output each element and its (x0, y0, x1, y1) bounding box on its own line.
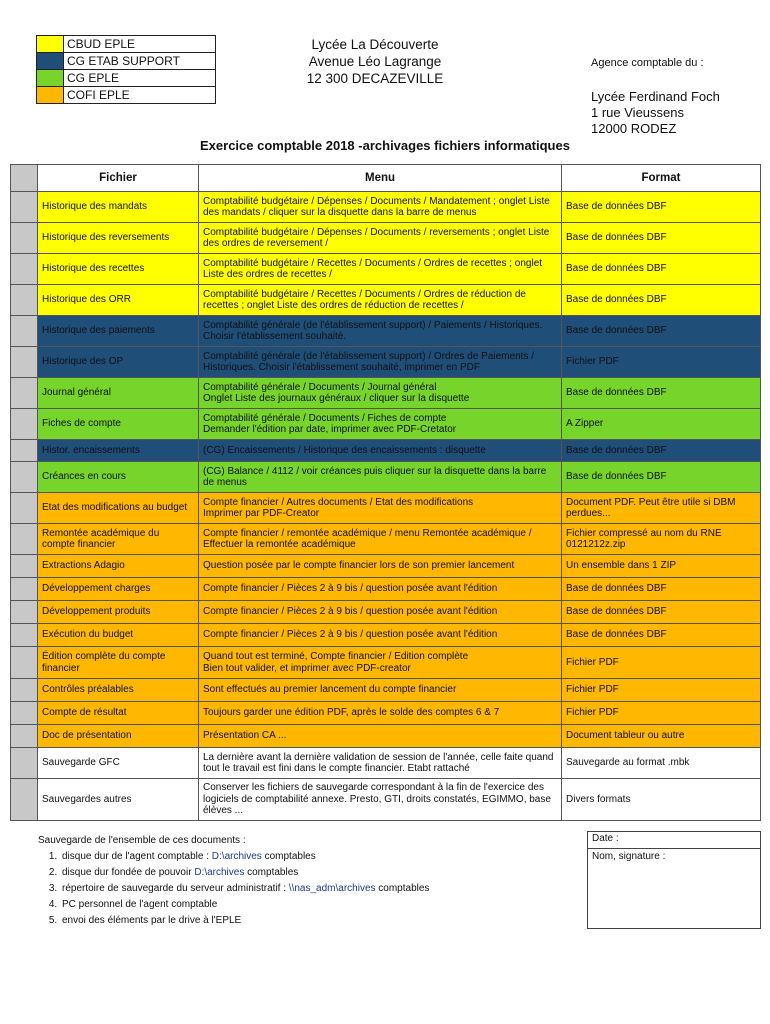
row-marker (11, 702, 38, 725)
table-row (11, 578, 761, 601)
cell-format: Fichier PDF (562, 347, 761, 378)
cell-fichier: Contrôles préalables (38, 679, 199, 702)
cell-menu: Compte financier / Autres documents / Etat des modifications Imprimer par PDF-Creator (199, 493, 562, 524)
cell-format: Document tableur ou autre (562, 725, 761, 748)
sauvegarde-item (60, 913, 429, 929)
cell-fichier: Histor. encaissements (38, 440, 199, 462)
cell-fichier: Compte de résultat (38, 702, 199, 725)
sauvegarde-text-after: comptables (244, 867, 299, 878)
cell-fichier: Etat des modifications au budget (38, 493, 199, 524)
table-row (11, 378, 761, 409)
cell-format: Base de données DBF (562, 316, 761, 347)
row-marker (11, 555, 38, 578)
table-row (11, 555, 761, 578)
lycee-name: Lycée La Découverte (311, 37, 439, 52)
cell-format: Fichier PDF (562, 679, 761, 702)
cell-format: Base de données DBF (562, 601, 761, 624)
sauvegarde-item (60, 865, 429, 881)
header-menu: Menu (199, 165, 562, 192)
sauvegarde-intro: Sauvegarde de l'ensemble de ces documents : (38, 835, 246, 846)
sauvegarde-section (38, 833, 429, 929)
cell-menu: Compte financier / Pièces 2 à 9 bis / question posée avant l'édition (199, 578, 562, 601)
legend-swatch (37, 70, 64, 87)
cell-menu: Toujours garder une édition PDF, après le solde des comptes 6 & 7 (199, 702, 562, 725)
cell-fichier: Journal général (38, 378, 199, 409)
cell-format: Base de données DBF (562, 254, 761, 285)
row-marker (11, 748, 38, 779)
date-field: Date : (588, 832, 760, 849)
cell-fichier: Extractions Adagio (38, 555, 199, 578)
table-row (11, 624, 761, 647)
row-marker (11, 725, 38, 748)
table-row (11, 647, 761, 679)
row-marker (11, 779, 38, 821)
cell-fichier: Historique des mandats (38, 192, 199, 223)
cell-format: Base de données DBF (562, 223, 761, 254)
signature-box (587, 831, 761, 929)
cell-menu: Comptabilité budgétaire / Dépenses / Documents / Mandatement ; onglet Liste des mandats / cliquer sur la disquette dans la barre de menus (199, 192, 562, 223)
sauvegarde-path: D:\archives (211, 851, 262, 862)
legend-label: CG ETAB SUPPORT (64, 53, 216, 70)
table-row (11, 192, 761, 223)
row-marker (11, 493, 38, 524)
cell-fichier: Fiches de compte (38, 409, 199, 440)
archive-table (10, 164, 761, 821)
sauvegarde-text: disque dur de l'agent comptable : (62, 851, 212, 862)
cell-format: Fichier PDF (562, 702, 761, 725)
agence-city: 12000 RODEZ (591, 121, 677, 136)
document-title: Exercice comptable 2018 -archivages fichiers informatiques (200, 138, 570, 153)
agence-name: Lycée Ferdinand Foch (591, 89, 720, 104)
cell-menu: Comptabilité générale (de l'établissement support) / Ordres de Paiements / Historiques. Choisir l'établissement souhaité, imprimer en PDF (199, 347, 562, 378)
sauvegarde-text: répertoire de sauvegarde du serveur administratif : (62, 883, 289, 894)
cell-menu: Comptabilité générale (de l'établissement support) / Paiements / Historiques. Choisir l'établissement souhaité. (199, 316, 562, 347)
legend-swatch (37, 53, 64, 70)
row-marker (11, 316, 38, 347)
table-row (11, 409, 761, 440)
cell-format: Fichier PDF (562, 647, 761, 679)
table-row (11, 316, 761, 347)
row-marker (11, 578, 38, 601)
table-row (11, 779, 761, 821)
table-row (11, 493, 761, 524)
sauvegarde-text-after: comptables (261, 851, 316, 862)
row-marker (11, 254, 38, 285)
sauvegarde-text-after: comptables (375, 883, 430, 894)
legend-label: CG EPLE (64, 70, 216, 87)
row-marker (11, 624, 38, 647)
row-marker (11, 378, 38, 409)
cell-format: Base de données DBF (562, 378, 761, 409)
row-marker (11, 647, 38, 679)
cell-menu: Compte financier / Pièces 2 à 9 bis / question posée avant l'édition (199, 601, 562, 624)
legend-row (37, 53, 216, 70)
sauvegarde-item (60, 897, 429, 913)
cell-menu: Quand tout est terminé, Compte financier / Edition complète Bien tout valider, et imprimer avec PDF-creator (199, 647, 562, 679)
cell-menu: Comptabilité générale / Documents / Fiches de compte Demander l'édition par date, imprimer avec PDF-Cretator (199, 409, 562, 440)
table-row (11, 254, 761, 285)
legend-row (37, 87, 216, 104)
cell-menu: Compte financier / remontée académique / menu Remontée académique / Effectuer la remontée académique (199, 524, 562, 555)
sauvegarde-text: disque dur fondée de pouvoir (62, 867, 195, 878)
cell-menu: Question posée par le compte financier lors de son premier lancement (199, 555, 562, 578)
sauvegarde-list (38, 849, 429, 929)
agence-label: Agence comptable du : (591, 57, 704, 69)
sauvegarde-item (60, 849, 429, 865)
table-row (11, 679, 761, 702)
cell-format: Base de données DBF (562, 462, 761, 493)
legend-row (37, 36, 216, 53)
table-row (11, 347, 761, 378)
header-format: Format (562, 165, 761, 192)
color-legend (36, 35, 216, 104)
cell-menu: Présentation CA ... (199, 725, 562, 748)
cell-format: Base de données DBF (562, 192, 761, 223)
row-marker (11, 192, 38, 223)
cell-menu: Comptabilité générale / Documents / Journal général Onglet Liste des journaux généraux / cliquer sur la disquette (199, 378, 562, 409)
cell-menu: (CG) Balance / 4112 / voir créances puis cliquer sur la disquette dans la barre de menus (199, 462, 562, 493)
cell-fichier: Historique des ORR (38, 285, 199, 316)
cell-fichier: Historique des reversements (38, 223, 199, 254)
cell-menu: Compte financier / Pièces 2 à 9 bis / question posée avant l'édition (199, 624, 562, 647)
cell-format: Base de données DBF (562, 440, 761, 462)
cell-fichier: Doc de présentation (38, 725, 199, 748)
table-row (11, 702, 761, 725)
cell-menu: Comptabilité budgétaire / Recettes / Documents / Ordres de réduction de recettes ; onglet Liste des ordres de réduction de recettes / (199, 285, 562, 316)
lycee-street: Avenue Léo Lagrange (308, 54, 442, 69)
table-row (11, 524, 761, 555)
legend-label: CBUD EPLE (64, 36, 216, 53)
table-row (11, 285, 761, 316)
cell-fichier: Historique des paiements (38, 316, 199, 347)
cell-menu: Conserver les fichiers de sauvegarde correspondant à la fin de l'exercice des logiciels de comptabilité annexe. Presto, GTI, droits constatés, EGIMMO, base élèves ... (199, 779, 562, 821)
lycee-city: 12 300 DECAZEVILLE (306, 71, 444, 86)
cell-fichier: Exécution du budget (38, 624, 199, 647)
cell-fichier: Édition complète du compte financier (38, 647, 199, 679)
cell-fichier: Remontée académique du compte financier (38, 524, 199, 555)
sauvegarde-path: D:\archives (194, 867, 245, 878)
sauvegarde-item (60, 881, 429, 897)
table-row (11, 748, 761, 779)
cell-format: Document PDF. Peut être utile si DBM perdues... (562, 493, 761, 524)
cell-format: Fichier compressé au nom du RNE 0121212z.zip (562, 524, 761, 555)
row-marker (11, 462, 38, 493)
cell-fichier: Développement produits (38, 601, 199, 624)
table-row (11, 462, 761, 493)
cell-format: Sauvegarde au format .mbk (562, 748, 761, 779)
cell-format: Base de données DBF (562, 578, 761, 601)
sauvegarde-text: envoi des éléments par le drive à l'EPLE (62, 915, 242, 926)
agence-street: 1 rue Vieussens (591, 105, 684, 120)
table-row (11, 440, 761, 462)
cell-format: Base de données DBF (562, 285, 761, 316)
cell-format: Divers formats (562, 779, 761, 821)
cell-fichier: Historique des recettes (38, 254, 199, 285)
row-marker (11, 285, 38, 316)
cell-fichier: Développement charges (38, 578, 199, 601)
cell-menu: (CG) Encaissements / Historique des encaissements : disquette (199, 440, 562, 462)
table-header-row (11, 165, 761, 192)
legend-label: COFI EPLE (64, 87, 216, 104)
header-fichier: Fichier (38, 165, 199, 192)
cell-menu: Sont effectués au premier lancement du compte financier (199, 679, 562, 702)
sauvegarde-text: PC personnel de l'agent comptable (62, 899, 218, 910)
agence-address (591, 89, 720, 137)
row-marker (11, 524, 38, 555)
cell-menu: Comptabilité budgétaire / Recettes / Documents / Ordres de recettes ; onglet Liste des ordres de recettes / (199, 254, 562, 285)
cell-fichier: Sauvegarde GFC (38, 748, 199, 779)
cell-menu: La dernière avant la dernière validation de session de l'année, celle faite quand tout le travail est fini dans le compte financier. Etabt rattaché (199, 748, 562, 779)
row-marker (11, 347, 38, 378)
cell-menu: Comptabilité budgétaire / Dépenses / Documents / reversements ; onglet Liste des ordres de reversement / (199, 223, 562, 254)
signature-field: Nom, signature : (592, 851, 666, 862)
legend-swatch (37, 36, 64, 53)
row-marker (11, 679, 38, 702)
cell-format: A Zipper (562, 409, 761, 440)
row-marker (11, 223, 38, 254)
table-row (11, 223, 761, 254)
legend-swatch (37, 87, 64, 104)
row-marker (11, 409, 38, 440)
table-row (11, 601, 761, 624)
cell-fichier: Historique des OP (38, 347, 199, 378)
cell-fichier: Sauvegardes autres (38, 779, 199, 821)
row-marker (11, 601, 38, 624)
sauvegarde-path: \\nas_adm\archives (288, 883, 376, 894)
cell-format: Base de données DBF (562, 624, 761, 647)
lycee-address (250, 36, 500, 87)
row-marker (11, 440, 38, 462)
cell-fichier: Créances en cours (38, 462, 199, 493)
legend-row (37, 70, 216, 87)
header-blank (11, 165, 38, 192)
cell-format: Un ensemble dans 1 ZIP (562, 555, 761, 578)
table-row (11, 725, 761, 748)
